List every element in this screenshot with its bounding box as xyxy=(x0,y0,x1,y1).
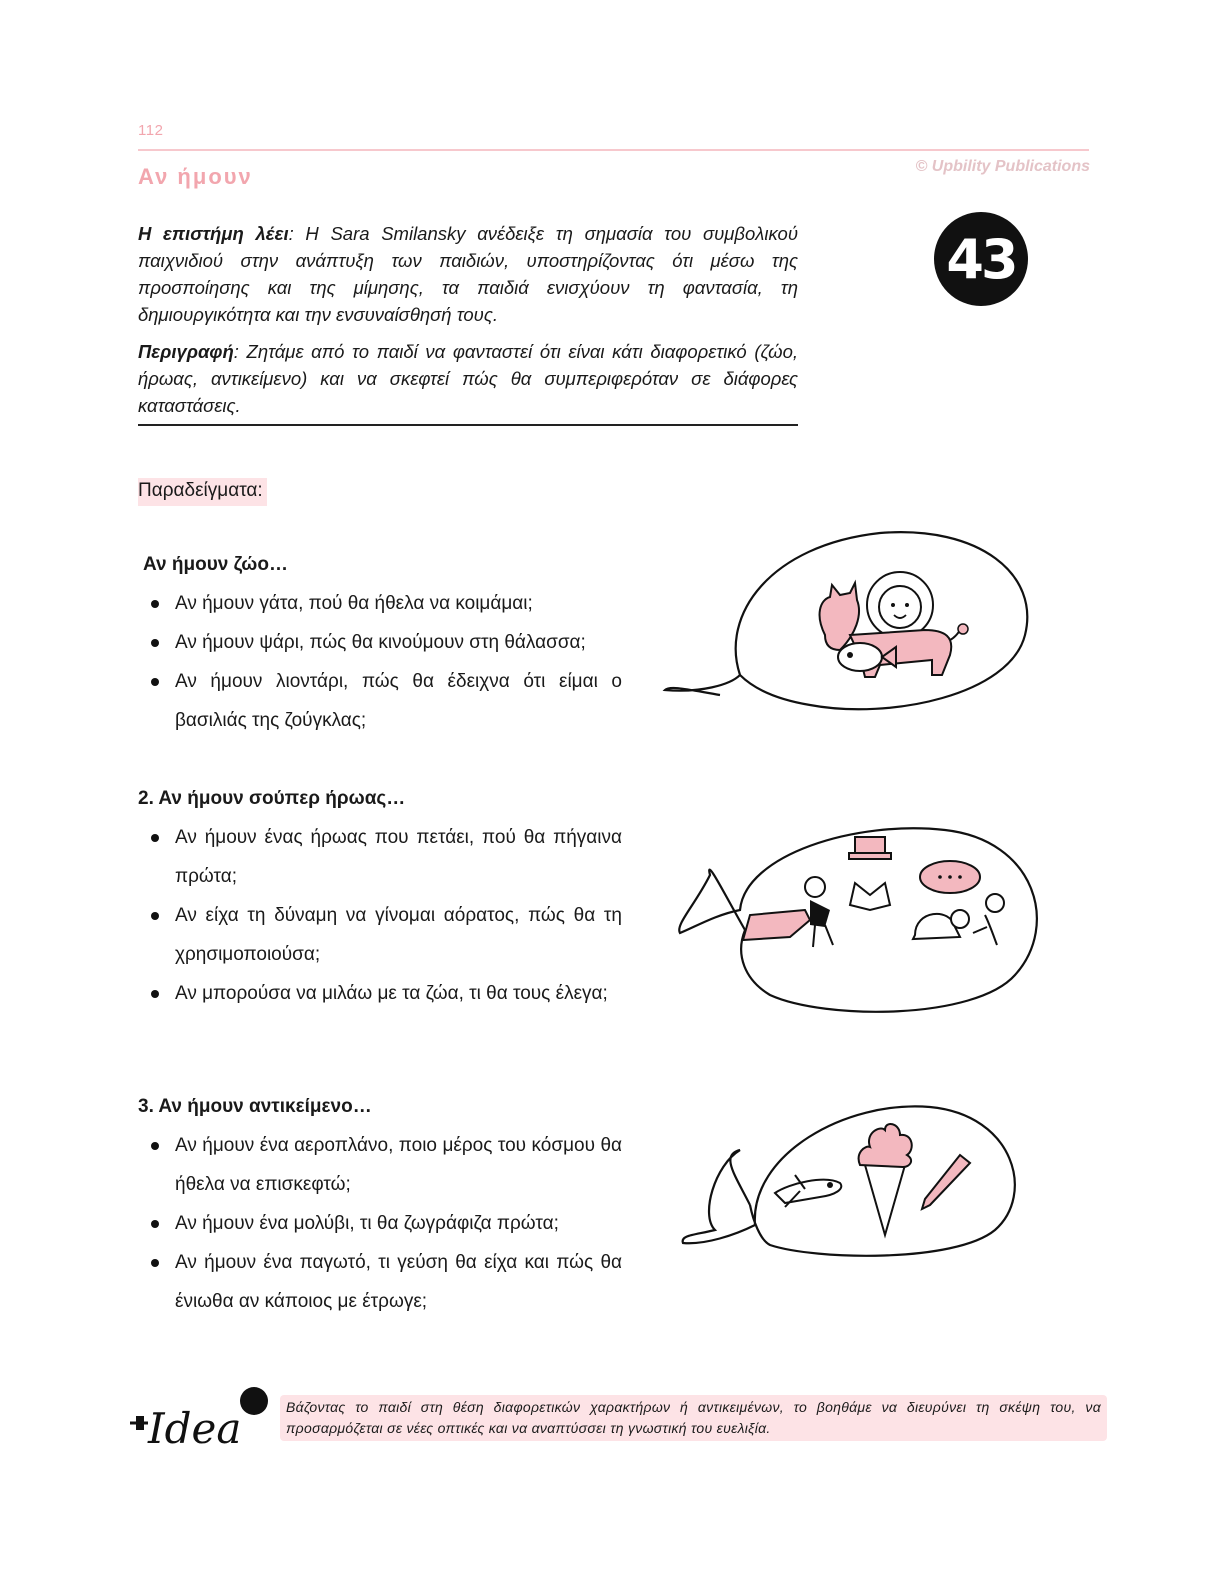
idea-text: Βάζοντας το παιδί στη θέση διαφορετικών χαρακτήρων ή αντικειμένων, το βοηθάμε να διευρύνει τη σκέψη του, να προσαρμόζεται σε νέες οπτικές και να αναπτύσσει τη γνωστική του ευελιξία. xyxy=(280,1395,1107,1441)
idea-logo xyxy=(128,1383,273,1453)
speech-bubble-hero xyxy=(675,815,1045,1025)
turtle-icon xyxy=(913,910,969,939)
person-icon xyxy=(973,894,1004,945)
section-animal xyxy=(143,552,622,740)
idea-logo-text: Idea xyxy=(148,1404,242,1453)
speech-bubble-objects xyxy=(675,1095,1030,1260)
section-object xyxy=(138,1094,622,1321)
list-item: Αν είχα τη δύναμη να γίνομαι αόρατος, πώς θα τη χρησιμοποιούσα; xyxy=(138,896,622,974)
section-list xyxy=(138,818,622,1013)
list-item: Αν ήμουν ένα μολύβι, τι θα ζωγράφιζα πρώτα; xyxy=(138,1204,622,1243)
superhero-icon xyxy=(743,877,833,947)
list-item: Αν ήμουν λιοντάρι, πώς θα έδειχνα ότι είμαι ο βασιλιάς της ζούγκλας; xyxy=(138,662,622,740)
list-item: Αν ήμουν ένα παγωτό, τι γεύση θα είχα και πώς θα ένιωθα αν κάποιος με έτρωγε; xyxy=(138,1243,622,1321)
page-title: Αν ήμουν xyxy=(138,164,253,189)
speech-dots-icon xyxy=(920,861,980,893)
description-text: : Ζητάμε από το παιδί να φανταστεί ότι είναι κάτι διαφορετικό (ζώο, ήρωας, αντικείμενο) και να σκεφτεί πώς θα συμπεριφερόταν σε διάφορες καταστάσεις. xyxy=(138,341,798,416)
description-paragraph xyxy=(138,338,798,419)
intro-block xyxy=(138,220,798,429)
ice-cream-icon xyxy=(859,1124,912,1235)
section-heading: 3. Αν ήμουν αντικείμενο… xyxy=(138,1096,372,1117)
section-hero xyxy=(138,786,622,1013)
page-number: 112 xyxy=(138,122,164,139)
speech-bubble-animals xyxy=(660,525,1050,725)
section-heading: Αν ήμουν ζώο… xyxy=(143,554,288,575)
copyright: © Upbility Publications xyxy=(915,158,1090,175)
science-label: Η επιστήμη λέει xyxy=(138,223,289,244)
list-item: Αν ήμουν γάτα, πού θα ήθελα να κοιμάμαι; xyxy=(138,584,622,623)
section-list xyxy=(143,584,622,740)
science-text: : Η Sara Smilansky ανέδειξε τη σημασία του συμβολικού παιχνιδιού στην ανάπτυξη των παιδιών, υποστηρίζοντας ότι μέσω της προσποίησης και της μίμησης, τα παιδιά ενισχύουν τη φαντασία, τη δημιουργικότητα και την ενσυναίσθησή τους. xyxy=(138,223,798,325)
list-item: Αν ήμουν ένα αεροπλάνο, ποιο μέρος του κόσμου θα ήθελα να επισκεφτώ; xyxy=(138,1126,622,1204)
airplane-icon xyxy=(775,1175,841,1207)
pencil-icon xyxy=(922,1155,970,1209)
examples-label: Παραδείγματα: xyxy=(138,478,267,506)
intro-rule xyxy=(138,424,798,426)
list-item: Αν ήμουν ένας ήρωας που πετάει, πού θα πήγαινα πρώτα; xyxy=(138,818,622,896)
plug-icon xyxy=(136,1416,144,1430)
invisible-man-icon xyxy=(849,837,891,910)
lightbulb-icon xyxy=(240,1387,268,1415)
activity-number-badge: 43 xyxy=(934,212,1028,306)
section-list xyxy=(138,1126,622,1321)
header-rule xyxy=(138,149,1089,151)
section-heading: 2. Αν ήμουν σούπερ ήρωας… xyxy=(138,788,406,809)
list-item: Αν ήμουν ψάρι, πώς θα κινούμουν στη θάλασσα; xyxy=(138,623,622,662)
science-paragraph xyxy=(138,220,798,328)
list-item: Αν μπορούσα να μιλάω με τα ζώα, τι θα τους έλεγα; xyxy=(138,974,622,1013)
description-label: Περιγραφή xyxy=(138,341,234,362)
